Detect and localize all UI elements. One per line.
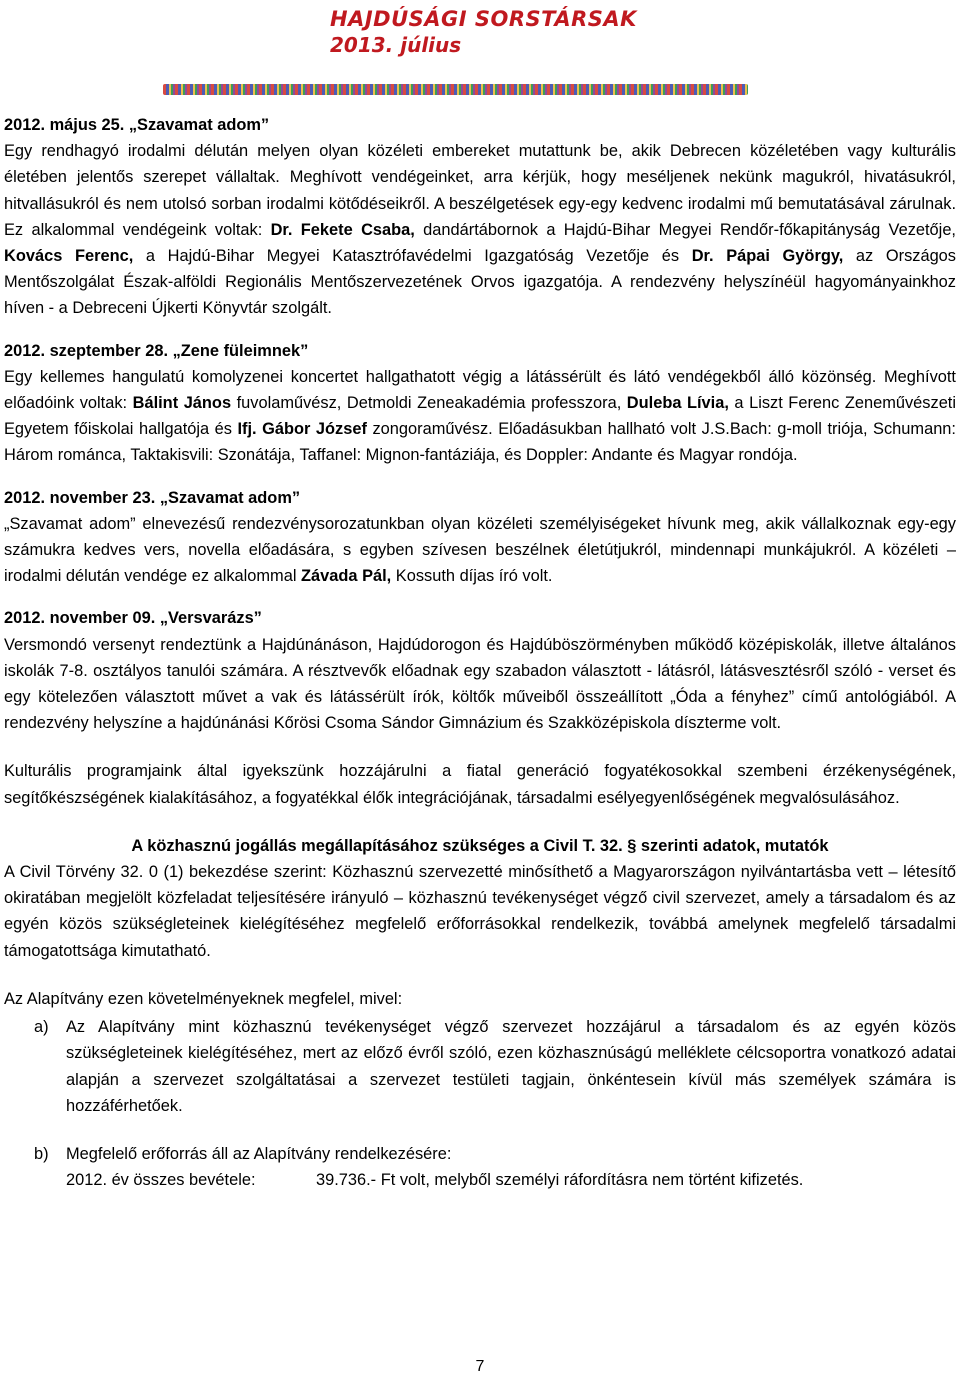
event-date: 2012. november 23. [4,488,156,507]
list-text: Az Alapítvány mint közhasznú tevékenységet végző szervezet hozzájárul a társadalom és az egyén közös szükségleteinek kielégítéséhez, mert az előző évről szóló, ezen közhasznúságú melléklete célcsoportra vonatkozó adatai alapján a szervezet szolgáltatásai a szervezet testületi tagjain, önkéntesein kívül más személyek számára is hozzáférhetőek. [66,1018,956,1115]
event-date: 2012. november 09. [4,609,156,628]
event-title: „Versvarázs” [159,609,262,628]
cultural-paragraph: Kulturális programjaink által igyekszünk hozzájárulni a fiatal generáció fogyatékosokkal szembeni érzékenységének, segítőkészségének kialakításához, a fogyatékkal élők integrációjának, társadalmi esélyegyenlőségének megvalósulásához. [4,762,956,807]
income-label: 2012. év összes bevétele: [66,1171,256,1190]
decorative-stripe [163,84,748,95]
event-date: 2012. szeptember 28. [4,341,169,360]
header-subtitle: 2013. július [330,33,462,57]
list-text: Megfelelő erőforrás áll az Alapítvány rendelkezésére: [66,1144,452,1163]
event-heading [4,112,956,138]
event-text: Egy rendhagyó irodalmi délután melyen olyan közéleti embereket mutattunk be, akik Debrecen közéletében vagy kulturális életében jelentős szerepet vállaltak. Meghívott vendégeinket, arra kérjük, hogy meséljenek nekünk magukról, hivatásukról, hitvallásukról és nem utolsó sorban irodalmi kötődéseikről. A beszélgetések egy-egy kedvenc irodalmi mű bemutatásával zárulnak. Ez alkalommal vendégeink voltak: Dr. Fekete Csaba, dandártábornok a Hajdú-Bihar Megyei Rendőr-főkapitányság Vezetője, Kovács Ferenc, a Hajdú-Bihar Megyei Katasztrófavédelmi Igazgatóság Vezetője és Dr. Pápai György, az Országos Mentőszolgálat Észak-alföldi Regionális Mentőszervezetének Orvos igazgatója. A rendezvény helyszínéül hagyományainkhoz híven - a Debreceni Újkerti Könyvtár szolgált. [4,142,956,318]
section-heading: A közhasznú jogállás megállapításához szükséges a Civil T. 32. § szerinti adatok, mutatók [131,836,829,855]
page-header [330,6,660,58]
header-title: HAJDÚSÁGI SORSTÁRSAK [330,7,637,31]
list-label: b) [34,1144,49,1163]
income-value: 39.736.- Ft volt, melyből személyi ráfordításra nem történt kifizetés. [316,1171,804,1190]
event-text: Versmondó versenyt rendeztünk a Hajdúnánáson, Hajdúdorogon és Hajdúböszörményben működő középiskolák, illetve általános iskolák 7-8. osztályos tanulói számára. A résztvevők előadnak egy szabadon választott - látásról, látásvesztésről szóló - verset és egy kötelezően választott művet a vak és látássérült írók, költők műveiből összeállított „Óda a fényhez” című antológiából. A rendezvény helyszíne a hajdúnánási Kőrösi Csoma Sándor Gimnázium és Szakközépiskola díszterme volt. [4,635,956,733]
event-title: „Szavamat adom” [128,116,270,134]
list-item [4,1014,956,1119]
event-text: „Szavamat adom” elnevezésű rendezvénysorozatunkban olyan közéleti személyiségeket hívunk meg, akik vállalkoznak egy-egy számukra kedves vers, novella előadására, s egyben szívesen beszélnek életútjukról, mindennapi munkájukról. A közéleti – irodalmi délután vendége ez alkalommal Závada Pál, Kossuth díjas író volt. [4,514,956,586]
list-item [4,1141,956,1193]
event-title: „Szavamat adom” [159,488,301,507]
document-body [4,112,956,1193]
page-number: 7 [475,1358,485,1375]
event-date: 2012. május 25. [4,116,125,134]
event-text: Egy kellemes hangulatú komolyzenei koncertet hallgathatott végig a látássérült és látó vendégekből álló közönség. Meghívott előadóink voltak: Bálint János fuvolaművész, Detmoldi Zeneakadémia professzora, Duleba Lívia, a Liszt Ferenc Zeneművészeti Egyetem főiskolai hallgatója és Ifj. Gábor József zongoraművész. Előadásukban hallható volt J.S.Bach: g-moll triója, Schumann: Három románca, Taktakisvili: Szonátája, Taffanel: Mignon-fantáziája, és Doppler: Andante és Magyar rondója. [4,367,957,465]
event-heading [4,485,956,511]
intro-line: Az Alapítvány ezen követelményeknek megfelel, mivel: [4,989,403,1008]
event-heading [4,605,956,631]
list-label: a) [34,1018,49,1037]
law-paragraph: A Civil Törvény 32. 0 (1) bekezdése szerint: Közhasznú szervezetté minősíthető a Magyarországon nyilvántartásba vett – létesítő okiratában megjelölt közfeladat teljesítésére irányuló – közhasznú tevékenységet végző civil szervezet, amely a társadalom és az egyén közös szükségleteinek kielégítéséhez megfelelő erőforrásokkal rendelkezik, továbbá amelynek megfelelő társadalmi támogatottsága kimutatható. [4,863,956,960]
event-title: „Zene füleimnek” [172,341,309,360]
event-heading [4,338,956,364]
